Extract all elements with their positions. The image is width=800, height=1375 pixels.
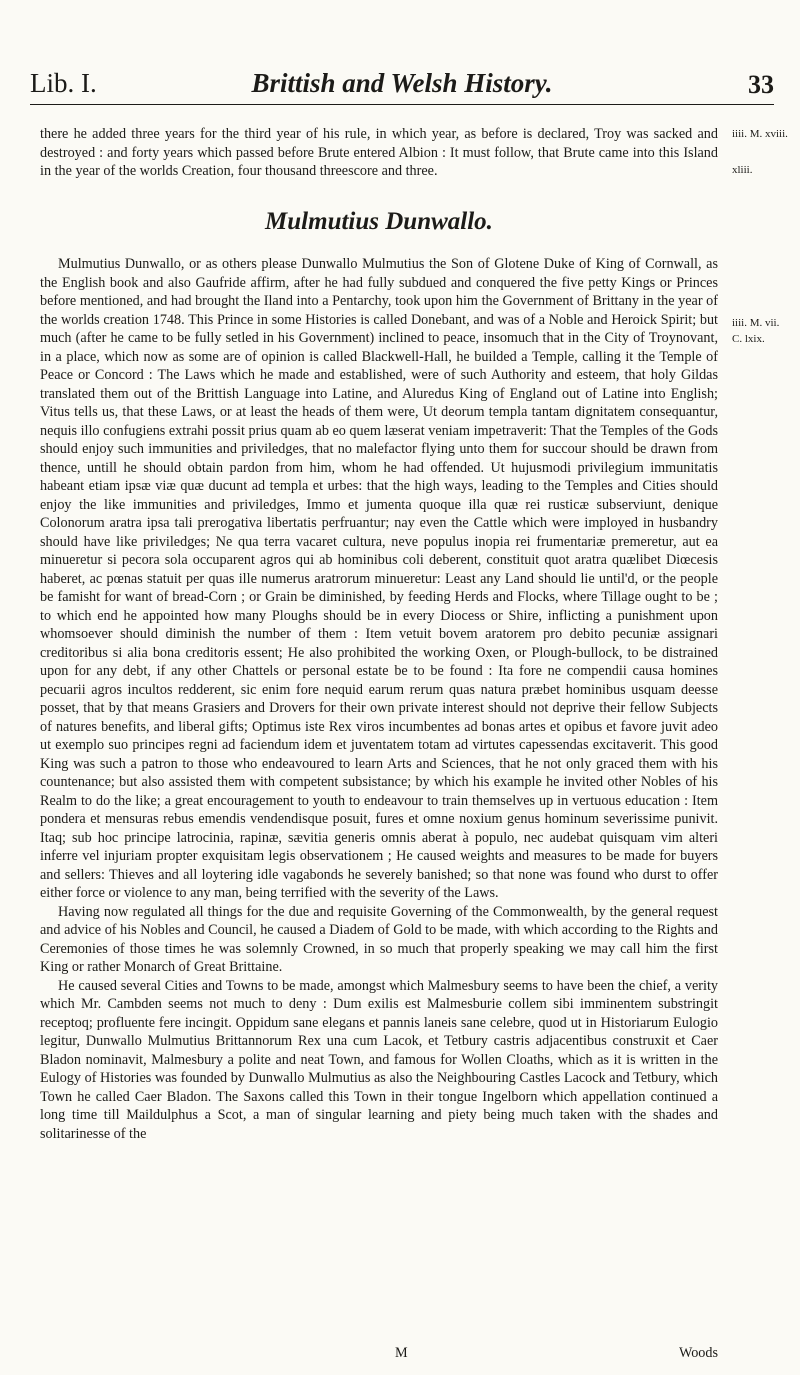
margin-note-creation: iiii. M. vii. (732, 317, 780, 329)
body-text (40, 125, 718, 1143)
paragraph-laws: Mulmutius Dunwallo, or as others please Dunwallo Mulmutius the Son of Glotene Duke of King of Cornwall, as the English book and also Gaufride affirm, after he had fully subdued and conquered the five petty Kings or Princes before mentioned, and had brought the Iland into a Pentarchy, took upon him the Government of Brittany in the year of the worlds creation 1748. This Prince in some Histories is called Donebant, and was of a Noble and Heroick Spirit; but much (after he came to be fully setled in his Government) inclined to peace, insomuch that in the City of Troynovant, in a place, which now as some are of opinion is called Blackwell-Hall, he builded a Temple, calling it the Temple of Peace or Concord : The Laws which he made and established, were of such Authority and esteem, that holy Gildas translated them out of the Brittish Language into Latine, and Aluredus King of England out of Latine into English; Vitus tells us, that these Laws, or at least the heads of them were, Ut deorum templa tantam dignitatem consequantur, nequis illo confugiens extrahi possit prius quam ab eo quem læserat veniam impetraverit: That the Temples of the Gods should enjoy such immunities and priviledges, that no malefactor flying unto them for succour should be drawn from thence, untill he should obtain pardon from him, whom he had offended. Ut hujusmodi privilegium immunitatis habeant etiam ipsæ viæ quæ ducunt ad templa et urbes: that the high ways, leading to the Temples and Cities should enjoy the like immunities and priviledges, Immo et jumenta quoque illa quæ rei rusticæ subserviunt, denique Colonorum aratra ipsa tali prerogativa libertatis perfruantur; nay even the Cattle which were imployed in husbandry should have like priviledges; Ne qua terra vacaret cultura, neve populus inopia rei frumentariæ premeretur, aut ea minueretur si pecora sola occuparent agros qui ab hominibus coli deberent, constituit quot aratra quælibet Diœcesis haberet, ac pœnas statuit per quas ille numerus aratrorum minueretur: Least any Land should lie until'd, or the people be famisht for want of bread-Corn ; or Grain be diminished, by feeding Herds and Flocks, where Tillage ought to be ; to which end he appointed how many Ploughs should be in every Diocess or Shire, inflicting a punishment upon whomsoever should diminish the number of them : Item vetuit bovem aratorem pro debito pecuniæ assignari creditoribus si alia bona creditoris essent; He also prohibited the working Oxen, or Plough-bullock, to be distrained upon for any debt, if any other Chattels or personal estate be to be found : Ita fore ne compendii causa homines pecuarii agros incultos redderent, sic enim fore nequid earum rerum quas natura præbet hominibus usquam deesse posset, that by that means Grasiers and Drovers for their own private interest should not deprive their fellow Subjects of natures benefits, and liberal gifts; Optimus iste Rex viros incumbentes ad bonas artes et opibus et favore juvit adeo ut exemplo suo principes regni ad faciendum idem et juventatem totam ad virtutes capessendas excitaverit. This good King was such a patron to those who endeavoured to learn Arts and Sciences, that he not only graced them with his countenance; but also assisted them with competent subsistance; by which his example he invited other Nobles of his Realm to do the like; a great encouragement to youth to endeavour to train themselves up in vertuous education : Item pondera et mensuras rebus emendis vendendisque posuit, fures et omne noxium genus hominum severissime punivit. Itaq; sub hoc principe latrocinia, rapinæ, sævitia generis omnis aberat à populo, nec audebat quisquam vim alteri inferre vel injuriam propter exquisitam legis observationem ; He caused weights and measures to be made for buyers and sellers: Thieves and all loytering idle vagabonds he severely banished; so that none was found who durst to offer either force or violence to any man, being terrified with the severity of the Laws. (40, 256, 718, 901)
section-title: Mulmutius Dunwallo. (265, 207, 493, 235)
intro-paragraph: there he added three years for the third year of his rule, in which year, as before is declared, Troy was sacked and destroyed : and forty years which passed before Brute entered Albion : It must follow, that Brute came into this Island in the year of the worlds Creation, four thousand threescore and three. (40, 126, 718, 179)
page-footer (40, 1345, 718, 1365)
running-title: Brittish and Welsh History. (251, 68, 553, 98)
signature-mark: M (395, 1345, 408, 1361)
running-header (30, 60, 774, 104)
paragraph-coronation: Having now regulated all things for the due and requisite Governing of the Commonwealth, by the general request and advice of his Nobles and Council, he caused a Diadem of Gold to be made, with which according to the Rights and Ceremonies of those times he was solemnly Crowned, in so much that properly speaking we may call him the first King or rather Monarch of Great Brittaine. (40, 903, 718, 975)
margin-note-century: C. lxix. (732, 333, 765, 345)
paragraph-cities: He caused several Cities and Towns to be made, amongst which Malmesbury seems to have been the chief, a verity which Mr. Cambden seems not much to deny : Dum exilis est Malmesburie collem sibi imminentem substringit receptoq; profluente fere incingit. Oppidum sane elegans et pannis laneis sane celebre, quod ut in Historiarum Eulogio legitur, Dunwallo Mulmutius Brittannorum Rex una cum Lacok, et Tetbury castris adjacentibus construxit et Caer Bladon nominavit, Malmesbury a polite and neat Town, and famous for Wollen Cloaths, which as it is written in the Eulogy of Histories was founded by Dunwallo Mulmutius as also the Neighbouring Castles Lacock and Tetbury, which Town he called Caer Bladon. The Saxons called this Town in their tongue Ingelborn which appellation continued a long time till Maildulphus a Scot, a man of singular learning and piety being much taken with the shades and solitarinesse of the (40, 977, 718, 1142)
catchword: Woods (678, 1345, 718, 1361)
page-number: 33 (748, 70, 774, 99)
book-label: Lib. I. (30, 68, 97, 98)
header-rule (30, 104, 774, 105)
margin-note-year: iiii. M. xviii. (732, 128, 788, 140)
margin-note-xliii: xliii. (732, 164, 753, 176)
